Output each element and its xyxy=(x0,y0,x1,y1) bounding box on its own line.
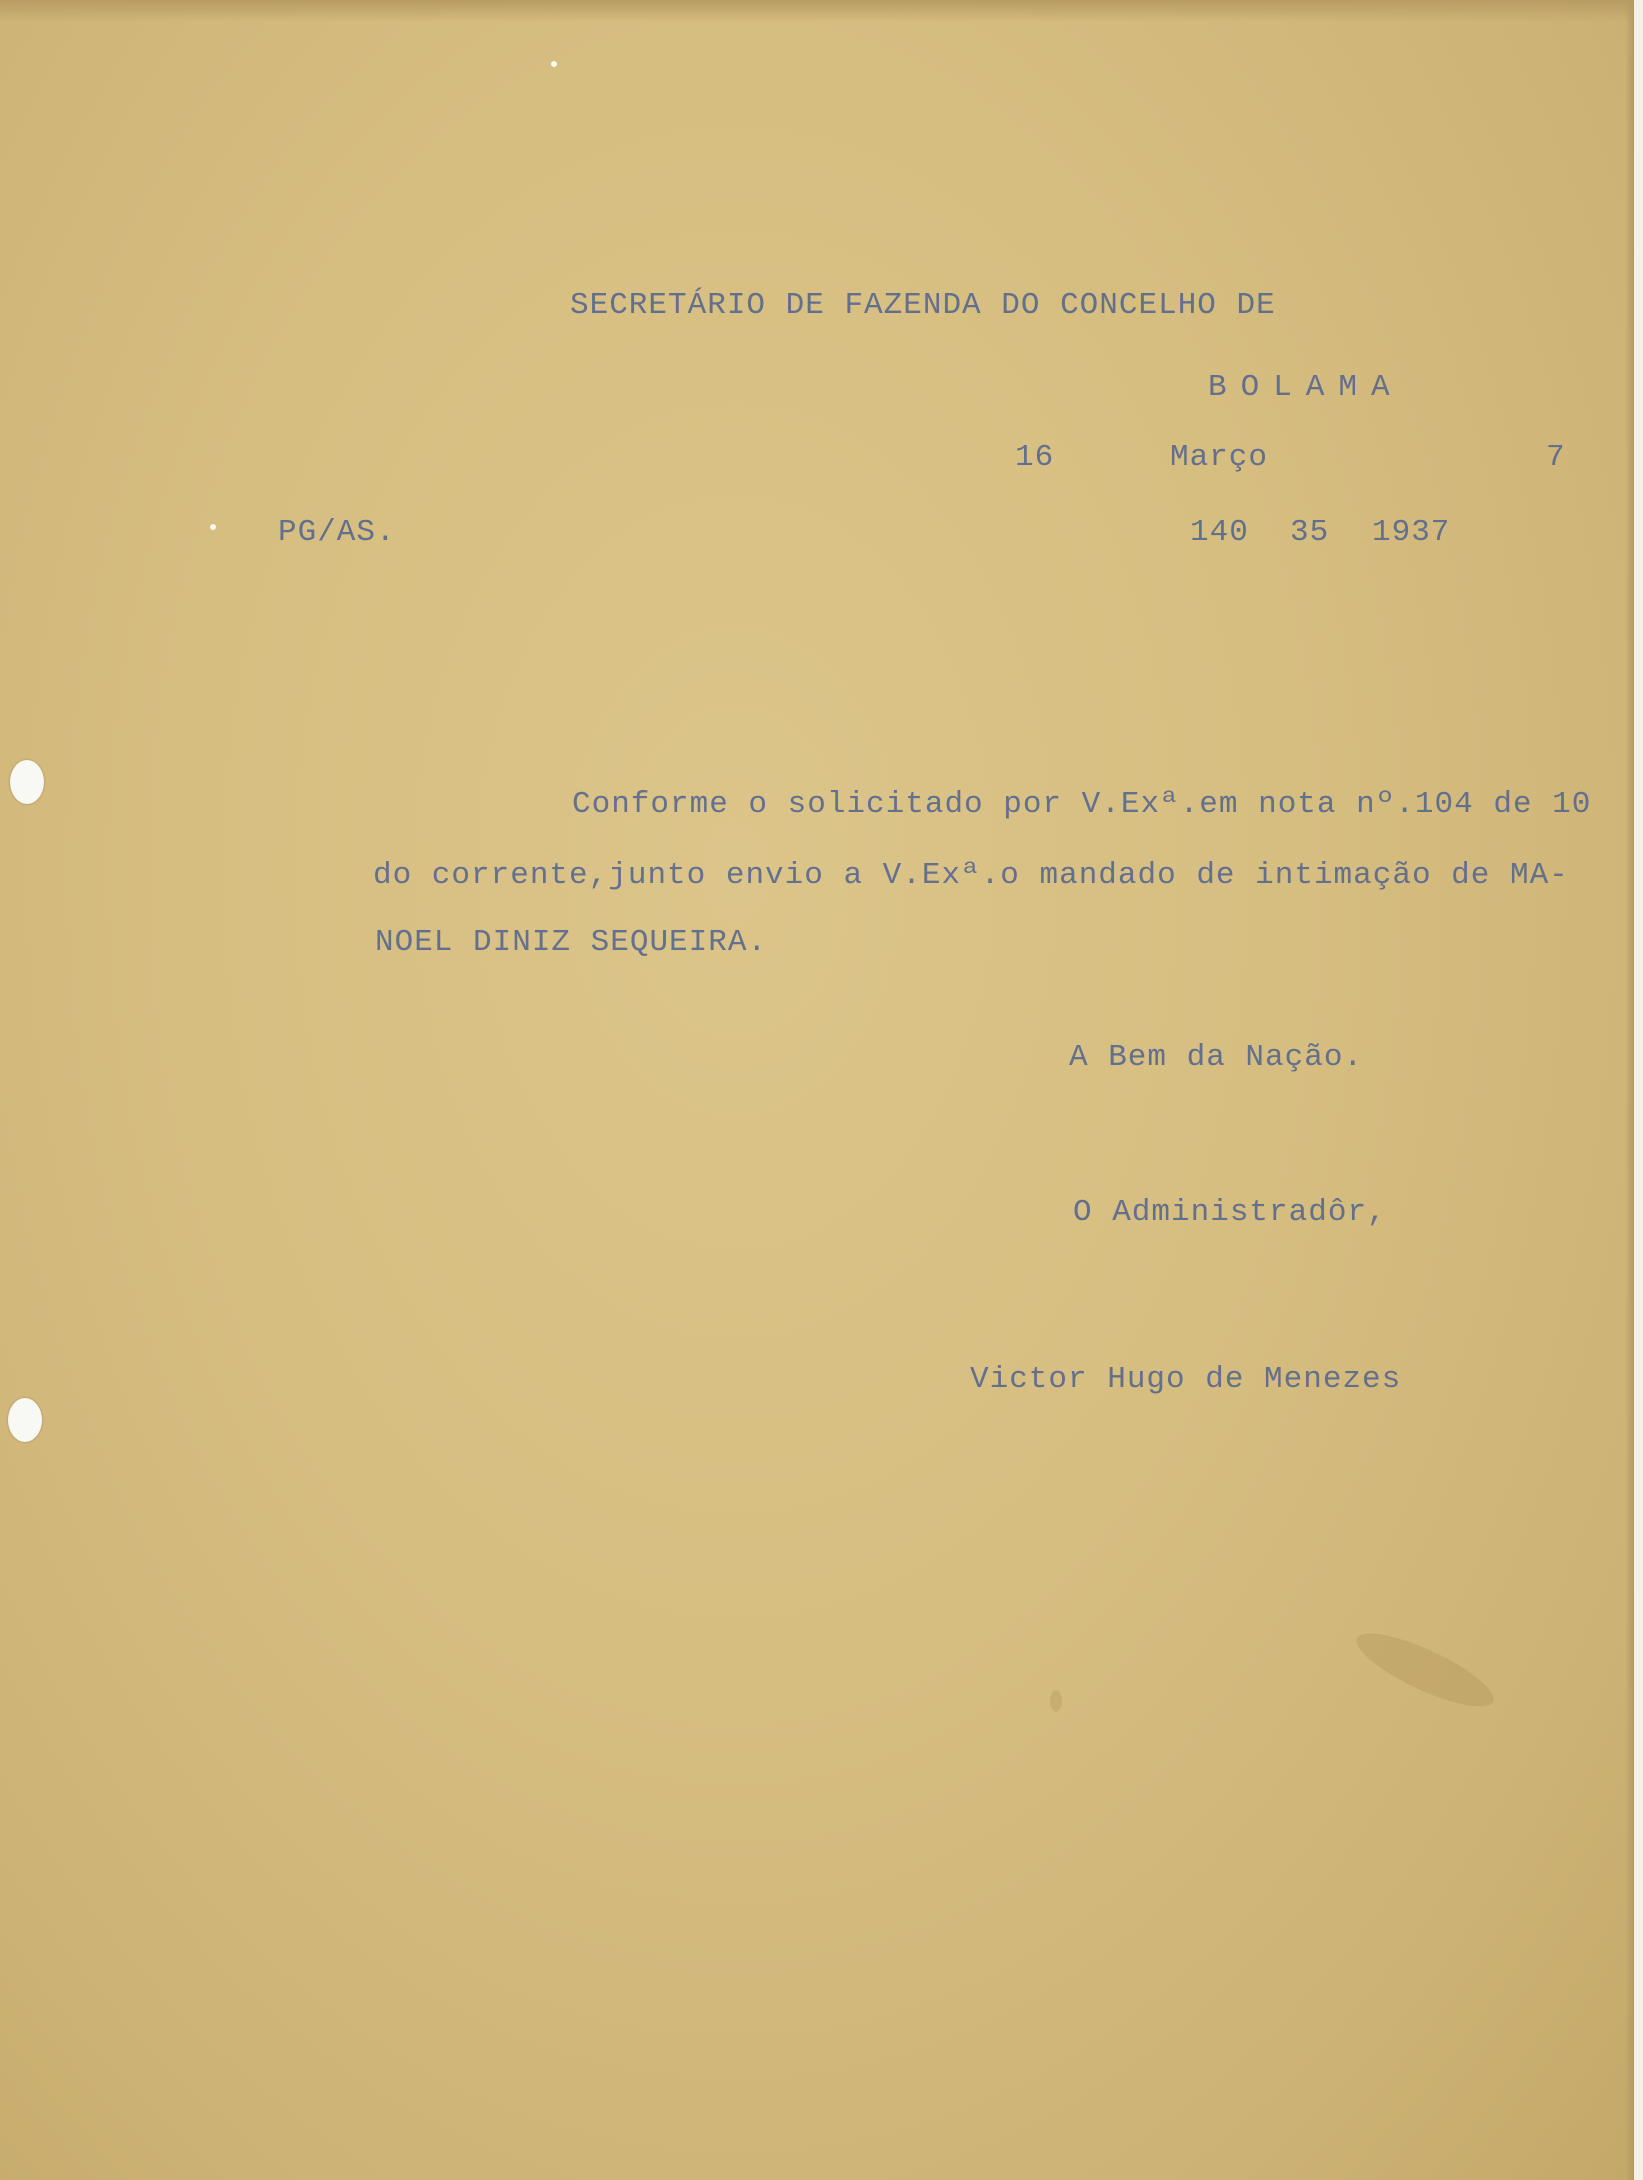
signer-name: Victor Hugo de Menezes xyxy=(970,1362,1402,1397)
paper-speck xyxy=(210,524,216,530)
body-line-1: Conforme o solicitado por V.Exª.em nota nº.104 de 10 xyxy=(572,787,1592,822)
paper-top-edge xyxy=(0,0,1634,22)
date-month: Março xyxy=(1170,440,1269,475)
letter-heading: SECRETÁRIO DE FAZENDA DO CONCELHO DE xyxy=(570,288,1276,323)
registry-a: 140 xyxy=(1190,515,1249,550)
date-number: 7 xyxy=(1546,440,1566,475)
letter-city: BOLAMA xyxy=(1208,370,1404,405)
registry-b: 35 xyxy=(1290,515,1330,550)
letter-reference: PG/AS. xyxy=(278,515,396,550)
paper-speck xyxy=(551,61,557,67)
date-day: 16 xyxy=(1015,440,1055,475)
paper-stain xyxy=(1050,1690,1062,1712)
paper-right-edge xyxy=(1625,0,1634,2180)
closing-salutation: A Bem da Nação. xyxy=(1069,1040,1364,1075)
body-line-3: NOEL DINIZ SEQUEIRA. xyxy=(375,925,768,960)
body-line-2: do corrente,junto envio a V.Exª.o mandado de intimação de MA- xyxy=(373,858,1569,893)
punch-hole xyxy=(8,1398,42,1442)
paper-stain xyxy=(1349,1620,1502,1720)
punch-hole xyxy=(10,760,44,804)
signer-title: O Administradôr, xyxy=(1073,1195,1387,1230)
scan-margin xyxy=(1634,0,1643,2180)
letter-year: 1937 xyxy=(1372,515,1451,550)
